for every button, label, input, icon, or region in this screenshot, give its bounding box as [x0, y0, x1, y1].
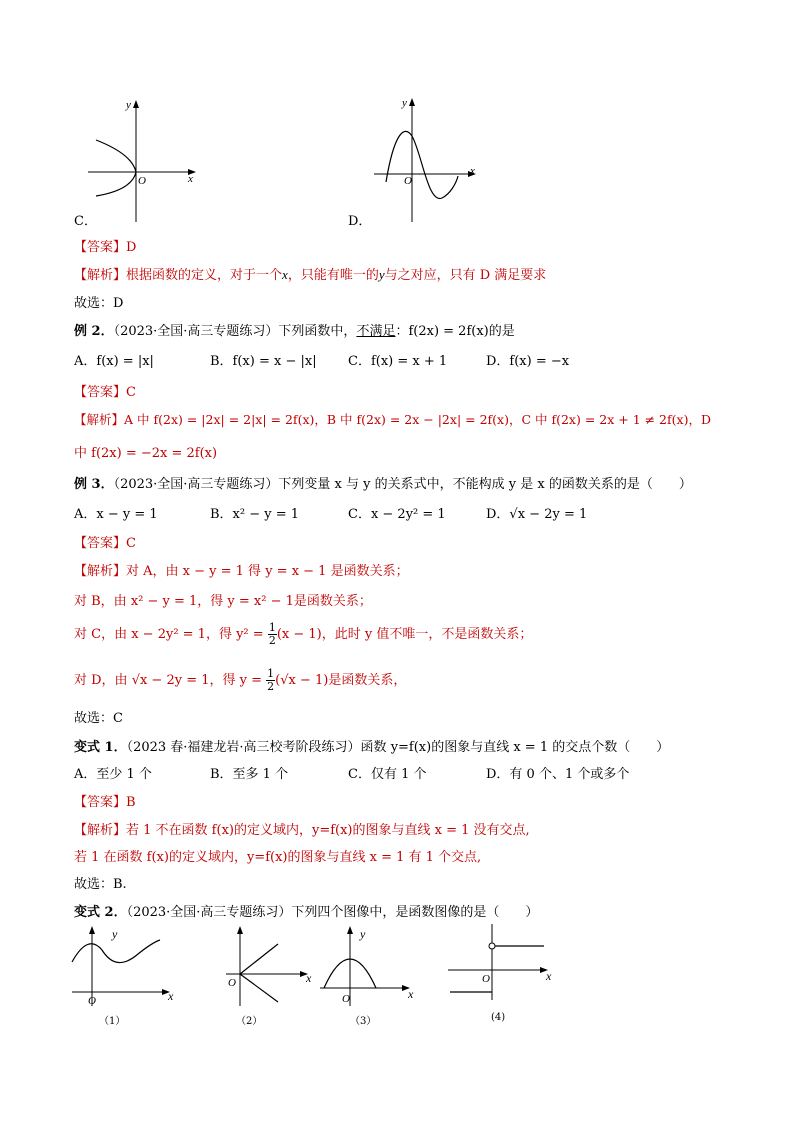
ex3-option-a: A．x − y = 1 — [74, 507, 158, 522]
ex2-analysis-line2: 中 f(2x) = −2x = 2f(x) — [74, 446, 218, 461]
answer-label: 【答案】 — [74, 536, 127, 551]
analysis-var-x: x — [282, 267, 288, 282]
var2-stem-text: （2023·全国·高三专题练习）下列四个图像中，是函数图像的是（ ） — [126, 905, 539, 920]
line-c-pre: 对 C，由 x − 2y² = 1，得 y² = — [74, 627, 264, 642]
ex3-analysis-c — [74, 622, 532, 647]
answer-label: 【答案】 — [74, 240, 127, 255]
graph-1 — [68, 924, 180, 1008]
var1-stem-text: （2023 春·福建龙岩·高三校考阶段练习）函数 y=f(x)的图象与直线 x = 1 的交点个数（ ） — [126, 740, 670, 755]
axis-y-label: y — [112, 927, 118, 941]
var1-option-b: B．至多 1 个 — [210, 767, 289, 782]
origin-label: O — [138, 175, 146, 187]
analysis-text: 对 A，由 x − y = 1 得 y = x − 1 是函数关系； — [126, 564, 409, 579]
ex2-option-b: B．f(x) = x − |x| — [210, 354, 317, 369]
var1-analysis-1 — [74, 819, 530, 838]
caption-1: （1） — [99, 1016, 126, 1027]
answer-label: 【答案】 — [74, 385, 127, 400]
line-d-pre: 对 D，由 √x − 2y = 1，得 y = — [74, 673, 263, 688]
answer-value: C — [126, 536, 136, 551]
analysis-label: 【解析】 — [74, 412, 125, 427]
option-d-label: D． — [348, 214, 372, 229]
ex3-title: 例 3． — [74, 477, 114, 492]
axis-x-label: x — [168, 989, 174, 1003]
origin-label: O — [342, 993, 350, 1005]
caption-3: （3） — [350, 1016, 377, 1027]
ex3-analysis-b: 对 B，由 x² − y = 1，得 y = x² − 1是函数关系； — [74, 594, 372, 609]
analysis-end: 与之对应，只有 D 满足要求 — [384, 268, 547, 283]
var1-stem — [74, 736, 669, 755]
origin-label: O — [404, 175, 412, 187]
ex2-option-c: C．f(x) = x + 1 — [348, 354, 448, 369]
q1-analysis — [74, 264, 546, 283]
ex2-title: 例 2． — [74, 324, 114, 339]
analysis-label: 【解析】 — [74, 823, 127, 838]
axis-x-label: x — [408, 987, 414, 1001]
answer-value: C — [126, 385, 136, 400]
var2-title: 变式 2． — [74, 905, 127, 920]
option-c-label: C． — [74, 214, 97, 229]
ex3-answer — [74, 532, 136, 551]
ex3-stem-text: （2023·全国·高三专题练习）下列变量 x 与 y 的关系式中，不能构成 y 是 x 的函数关系的是（ ） — [113, 477, 692, 492]
analysis-label: 【解析】 — [74, 564, 127, 579]
axis-x-label: x — [188, 173, 193, 185]
var1-option-d: D．有 0 个、1 个或多个 — [486, 767, 630, 782]
line-c-post: (x − 1)，此时 y 值不唯一，不是函数关系； — [276, 627, 533, 642]
answer-value: B — [126, 795, 136, 810]
var1-answer — [74, 791, 136, 810]
caption-2: （2） — [236, 1016, 263, 1027]
ex3-stem — [74, 473, 692, 492]
ex2-analysis-line1 — [74, 410, 711, 428]
graph-option-d — [370, 94, 482, 224]
ex2-source: （2023·全国·高三专题练习）下列函数中， — [113, 324, 357, 339]
ex3-conclusion: 故选：C — [74, 711, 123, 726]
ex2-option-a: A．f(x) = |x| — [74, 354, 154, 369]
ex2-stem — [74, 320, 515, 339]
line-d-post: (√x − 1)是函数关系， — [275, 673, 407, 688]
origin-label: O — [482, 973, 490, 985]
ex3-analysis-a — [74, 560, 409, 579]
axis-x-label: x — [546, 969, 552, 983]
graph-option-c — [88, 96, 208, 224]
graph-4 — [446, 920, 558, 1008]
analysis-label: 【解析】 — [74, 268, 127, 283]
var1-analysis-2: 若 1 在函数 f(x)的定义域内，y=f(x)的图象与直线 x = 1 有 1 个交点, — [74, 850, 482, 865]
caption-4: (4) — [491, 1012, 506, 1023]
analysis-mid: ，只能有唯一的 — [287, 268, 379, 283]
q1-answer — [74, 236, 136, 255]
var1-conclusion: 故选：B. — [74, 877, 127, 892]
ex3-option-d: D．√x − 2y = 1 — [486, 507, 588, 522]
ex3-option-b: B．x² − y = 1 — [210, 507, 300, 522]
var1-title: 变式 1． — [74, 740, 127, 755]
ex3-option-c: C．x − 2y² = 1 — [348, 507, 446, 522]
answer-label: 【答案】 — [74, 795, 127, 810]
axis-y-label: y — [402, 97, 407, 109]
origin-label: O — [228, 977, 236, 989]
analysis-var-y: y — [378, 267, 385, 282]
ex3-analysis-d — [74, 668, 406, 693]
var2-stem — [74, 901, 538, 920]
q1-conclusion: 故选：D — [74, 296, 124, 311]
ex2-option-d: D．f(x) = −x — [486, 354, 570, 369]
var1-option-c: C．仅有 1 个 — [348, 767, 427, 782]
fraction-half: $\frac{1}{2}$ — [268, 621, 276, 647]
axis-x-label: x — [470, 165, 475, 177]
graph-2 — [222, 924, 318, 1008]
axis-y-label: y — [126, 99, 131, 111]
analysis-text: 根据函数的定义，对于一个 — [126, 268, 283, 283]
analysis-text: A 中 f(2x) = |2x| = 2|x| = 2f(x)，B 中 f(2x) = 2x − |2x| = 2f(x)，C 中 f(2x) = 2x + 1 ≠ 2f(x)，D — [124, 412, 711, 427]
axis-y-label: y — [360, 927, 366, 941]
axis-x-label: x — [306, 971, 312, 985]
ex2-answer — [74, 381, 136, 400]
var1-option-a: A．至少 1 个 — [74, 767, 152, 782]
analysis-text: 若 1 不在函数 f(x)的定义域内，y=f(x)的图象与直线 x = 1 没有交点, — [126, 823, 530, 838]
origin-label: O — [88, 995, 96, 1007]
fraction-half: $\frac{1}{2}$ — [267, 667, 275, 693]
ex2-underline: 不满足 — [356, 324, 396, 339]
ex2-condition: ：f(2x) = 2f(x)的是 — [395, 324, 515, 339]
graph-3 — [316, 924, 420, 1008]
answer-value: D — [126, 240, 137, 255]
